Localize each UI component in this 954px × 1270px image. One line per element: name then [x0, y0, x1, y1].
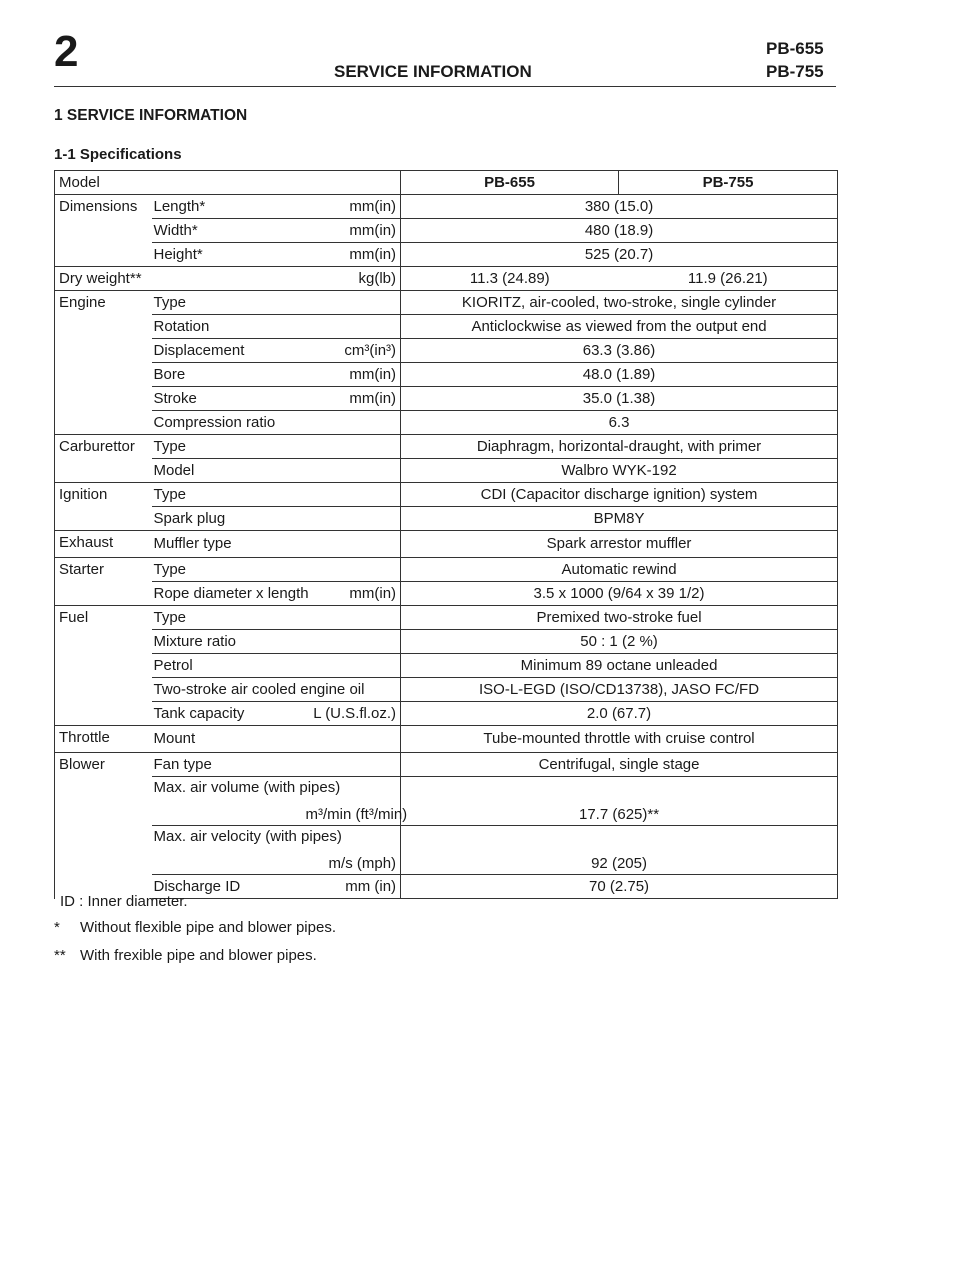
item-label: Max. air volume (with pipes)	[152, 777, 302, 826]
spec-value: 480 (18.9)	[401, 219, 838, 243]
unit-label	[302, 459, 401, 483]
unit-label: mm(in)	[302, 363, 401, 387]
item-label: Petrol	[152, 654, 302, 678]
category-label: Starter	[55, 558, 152, 606]
table-header-row	[55, 171, 838, 195]
item-label: Type	[152, 291, 302, 315]
item-label: Height*	[152, 243, 302, 267]
item-label: Discharge ID	[152, 875, 302, 899]
table-row	[55, 507, 838, 531]
section-title: 1 SERVICE INFORMATION	[54, 107, 248, 124]
table-row	[55, 339, 838, 363]
category-label: Dry weight**	[55, 267, 302, 291]
unit-label	[302, 435, 401, 459]
model-header-pb755: PB-755	[619, 171, 838, 195]
item-label: Length*	[152, 195, 302, 219]
spec-value: 3.5 x 1000 (9/64 x 39 1/2)	[401, 582, 838, 606]
unit-label	[302, 630, 401, 654]
category-label: Exhaust	[55, 531, 152, 558]
item-label: Fan type	[152, 753, 302, 777]
table-row	[55, 531, 838, 558]
item-label: Max. air velocity (with pipes)	[152, 826, 302, 875]
unit-label	[302, 726, 401, 753]
footnote-text: Without flexible pipe and blower pipes.	[80, 919, 336, 936]
spec-value: 17.7 (625)**	[401, 777, 838, 826]
category-label: Throttle	[55, 726, 152, 753]
spec-value: Walbro WYK-192	[401, 459, 838, 483]
item-label: Displacement	[152, 339, 302, 363]
item-label: Type	[152, 558, 302, 582]
item-label: Spark plug	[152, 507, 302, 531]
unit-label	[302, 753, 401, 777]
item-label: Stroke	[152, 387, 302, 411]
spec-value: Spark arrestor muffler	[401, 531, 838, 558]
spec-value: 2.0 (67.7)	[401, 702, 838, 726]
model-header-pb655: PB-655	[401, 171, 619, 195]
spec-value: 50 : 1 (2 %)	[401, 630, 838, 654]
spec-value: KIORITZ, air-cooled, two-stroke, single cylinder	[401, 291, 838, 315]
table-row	[55, 435, 838, 459]
table-row	[55, 243, 838, 267]
table-row	[55, 702, 838, 726]
item-label: Tank capacity	[152, 702, 302, 726]
table-row	[55, 726, 838, 753]
model-header-label: Model	[55, 171, 401, 195]
unit-label	[302, 411, 401, 435]
spec-value: Automatic rewind	[401, 558, 838, 582]
spec-value: Premixed two-stroke fuel	[401, 606, 838, 630]
spec-value: 525 (20.7)	[401, 243, 838, 267]
unit-label	[302, 315, 401, 339]
spec-value: 92 (205)	[401, 826, 838, 875]
unit-label: mm (in)	[302, 875, 401, 899]
unit-label	[302, 483, 401, 507]
table-row	[55, 459, 838, 483]
unit-label	[302, 558, 401, 582]
header-model-pb755: PB-755	[766, 62, 824, 81]
item-label: Rope diameter x length	[152, 582, 302, 606]
unit-label	[302, 291, 401, 315]
footnote-id: ID : Inner diameter.	[60, 893, 188, 910]
spec-value: Centrifugal, single stage	[401, 753, 838, 777]
footnote-mark: **	[54, 947, 66, 964]
specifications-table	[54, 170, 838, 899]
chapter-number: 2	[54, 27, 79, 76]
item-label: Mixture ratio	[152, 630, 302, 654]
unit-label: kg(lb)	[302, 267, 401, 291]
item-label: Type	[152, 483, 302, 507]
item-label: Bore	[152, 363, 302, 387]
table-row	[55, 777, 838, 826]
category-label: Dimensions	[55, 195, 152, 267]
category-label: Blower	[55, 753, 152, 899]
item-label: Type	[152, 606, 302, 630]
spec-value-pb755: 11.9 (26.21)	[619, 267, 838, 291]
header-divider	[54, 86, 836, 87]
spec-value: Diaphragm, horizontal-draught, with primer	[401, 435, 838, 459]
footnote-double-star	[54, 947, 317, 964]
footnote-text: With frexible pipe and blower pipes.	[80, 947, 317, 964]
unit-label: mm(in)	[302, 243, 401, 267]
subsection-title: 1-1 Specifications	[54, 146, 182, 163]
spec-value: 48.0 (1.89)	[401, 363, 838, 387]
spec-value: Tube-mounted throttle with cruise control	[401, 726, 838, 753]
item-label: Type	[152, 435, 302, 459]
unit-label: L (U.S.fl.oz.)	[302, 702, 401, 726]
header-model-pb655: PB-655	[766, 39, 824, 58]
spec-value: 63.3 (3.86)	[401, 339, 838, 363]
spec-value: 70 (2.75)	[401, 875, 838, 899]
footnote-single-star	[54, 919, 336, 936]
spec-value: Anticlockwise as viewed from the output end	[401, 315, 838, 339]
unit-label	[302, 606, 401, 630]
table-row	[55, 267, 838, 291]
spec-value: Minimum 89 octane unleaded	[401, 654, 838, 678]
unit-label: m³/min (ft³/min)	[302, 777, 401, 826]
table-row	[55, 678, 838, 702]
unit-label: mm(in)	[302, 387, 401, 411]
item-label: Mount	[152, 726, 302, 753]
table-row	[55, 826, 838, 875]
unit-label	[302, 531, 401, 558]
table-row	[55, 582, 838, 606]
category-label: Carburettor	[55, 435, 152, 483]
table-row	[55, 387, 838, 411]
spec-value: 380 (15.0)	[401, 195, 838, 219]
table-row	[55, 195, 838, 219]
unit-label: m/s (mph)	[302, 826, 401, 875]
item-label: Rotation	[152, 315, 302, 339]
unit-label: mm(in)	[302, 582, 401, 606]
item-label: Compression ratio	[152, 411, 302, 435]
spec-value: ISO-L-EGD (ISO/CD13738), JASO FC/FD	[401, 678, 838, 702]
category-label: Ignition	[55, 483, 152, 531]
unit-label	[302, 654, 401, 678]
unit-label: mm(in)	[302, 219, 401, 243]
category-label: Engine	[55, 291, 152, 435]
spec-value-pb655: 11.3 (24.89)	[401, 267, 619, 291]
footnote-mark: *	[54, 919, 60, 936]
table-row	[55, 291, 838, 315]
spec-value: 6.3	[401, 411, 838, 435]
table-row	[55, 483, 838, 507]
table-row	[55, 630, 838, 654]
spec-value: BPM8Y	[401, 507, 838, 531]
item-label: Muffler type	[152, 531, 302, 558]
category-label: Fuel	[55, 606, 152, 726]
page-header-title: SERVICE INFORMATION	[334, 62, 532, 81]
table-row	[55, 558, 838, 582]
table-row	[55, 411, 838, 435]
table-row	[55, 315, 838, 339]
spec-value: CDI (Capacitor discharge ignition) system	[401, 483, 838, 507]
table-row	[55, 606, 838, 630]
table-row	[55, 363, 838, 387]
item-label: Width*	[152, 219, 302, 243]
table-row	[55, 654, 838, 678]
unit-label: mm(in)	[302, 195, 401, 219]
item-label: Two-stroke air cooled engine oil	[152, 678, 401, 702]
unit-label	[302, 507, 401, 531]
item-label: Model	[152, 459, 302, 483]
table-row	[55, 753, 838, 777]
spec-value: 35.0 (1.38)	[401, 387, 838, 411]
table-row	[55, 219, 838, 243]
unit-label: cm³(in³)	[302, 339, 401, 363]
